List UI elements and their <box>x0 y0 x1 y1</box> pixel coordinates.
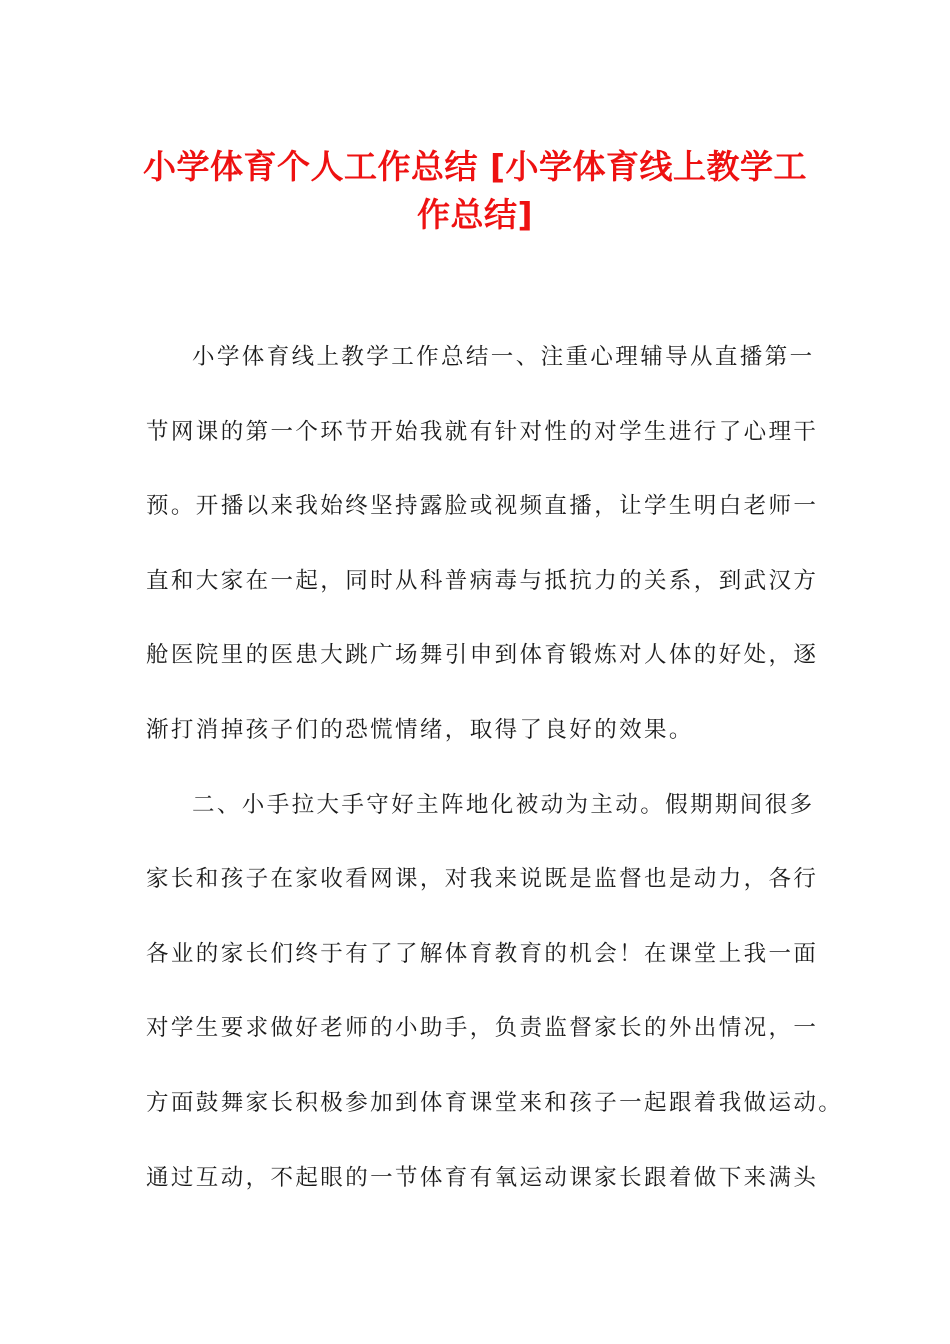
body-line: 小学体育线上教学工作总结一、注重心理辅导从直播第一 <box>192 344 815 370</box>
body-line: 舱医院里的医患大跳广场舞引申到体育锻炼对人体的好处，逐 <box>146 642 819 669</box>
body-line: 节网课的第一个环节开始我就有针对性的对学生进行了心理干 <box>146 418 819 445</box>
title-line: 小学体育个人工作总结 [小学体育线上教学工 <box>142 147 808 186</box>
body-line: 二、小手拉大手守好主阵地化被动为主动。假期期间很多 <box>192 791 815 818</box>
body-line: 直和大家在一起，同时从科普病毒与抵抗力的关系，到武汉方 <box>146 567 819 594</box>
body-line: 预。开播以来我始终坚持露脸或视频直播，让学生明白老师一 <box>146 493 819 520</box>
body-line: 通过互动，不起眼的一节体育有氧运动课家长跟着做下来满头 <box>146 1164 819 1191</box>
title-line: 作总结] <box>416 195 534 234</box>
body-line: 方面鼓舞家长积极参加到体育课堂来和孩子一起跟着我做运动。 <box>146 1089 844 1116</box>
body-line: 对学生要求做好老师的小助手，负责监督家长的外出情况，一 <box>146 1015 819 1042</box>
document-title <box>120 143 830 239</box>
body-line: 各业的家长们终于有了了解体育教育的机会！在课堂上我一面 <box>146 940 819 967</box>
body-line: 家长和孩子在家收看网课，对我来说既是监督也是动力，各行 <box>146 866 819 893</box>
body-line: 渐打消掉孩子们的恐慌情绪，取得了良好的效果。 <box>146 716 694 743</box>
document-body <box>146 320 844 1215</box>
